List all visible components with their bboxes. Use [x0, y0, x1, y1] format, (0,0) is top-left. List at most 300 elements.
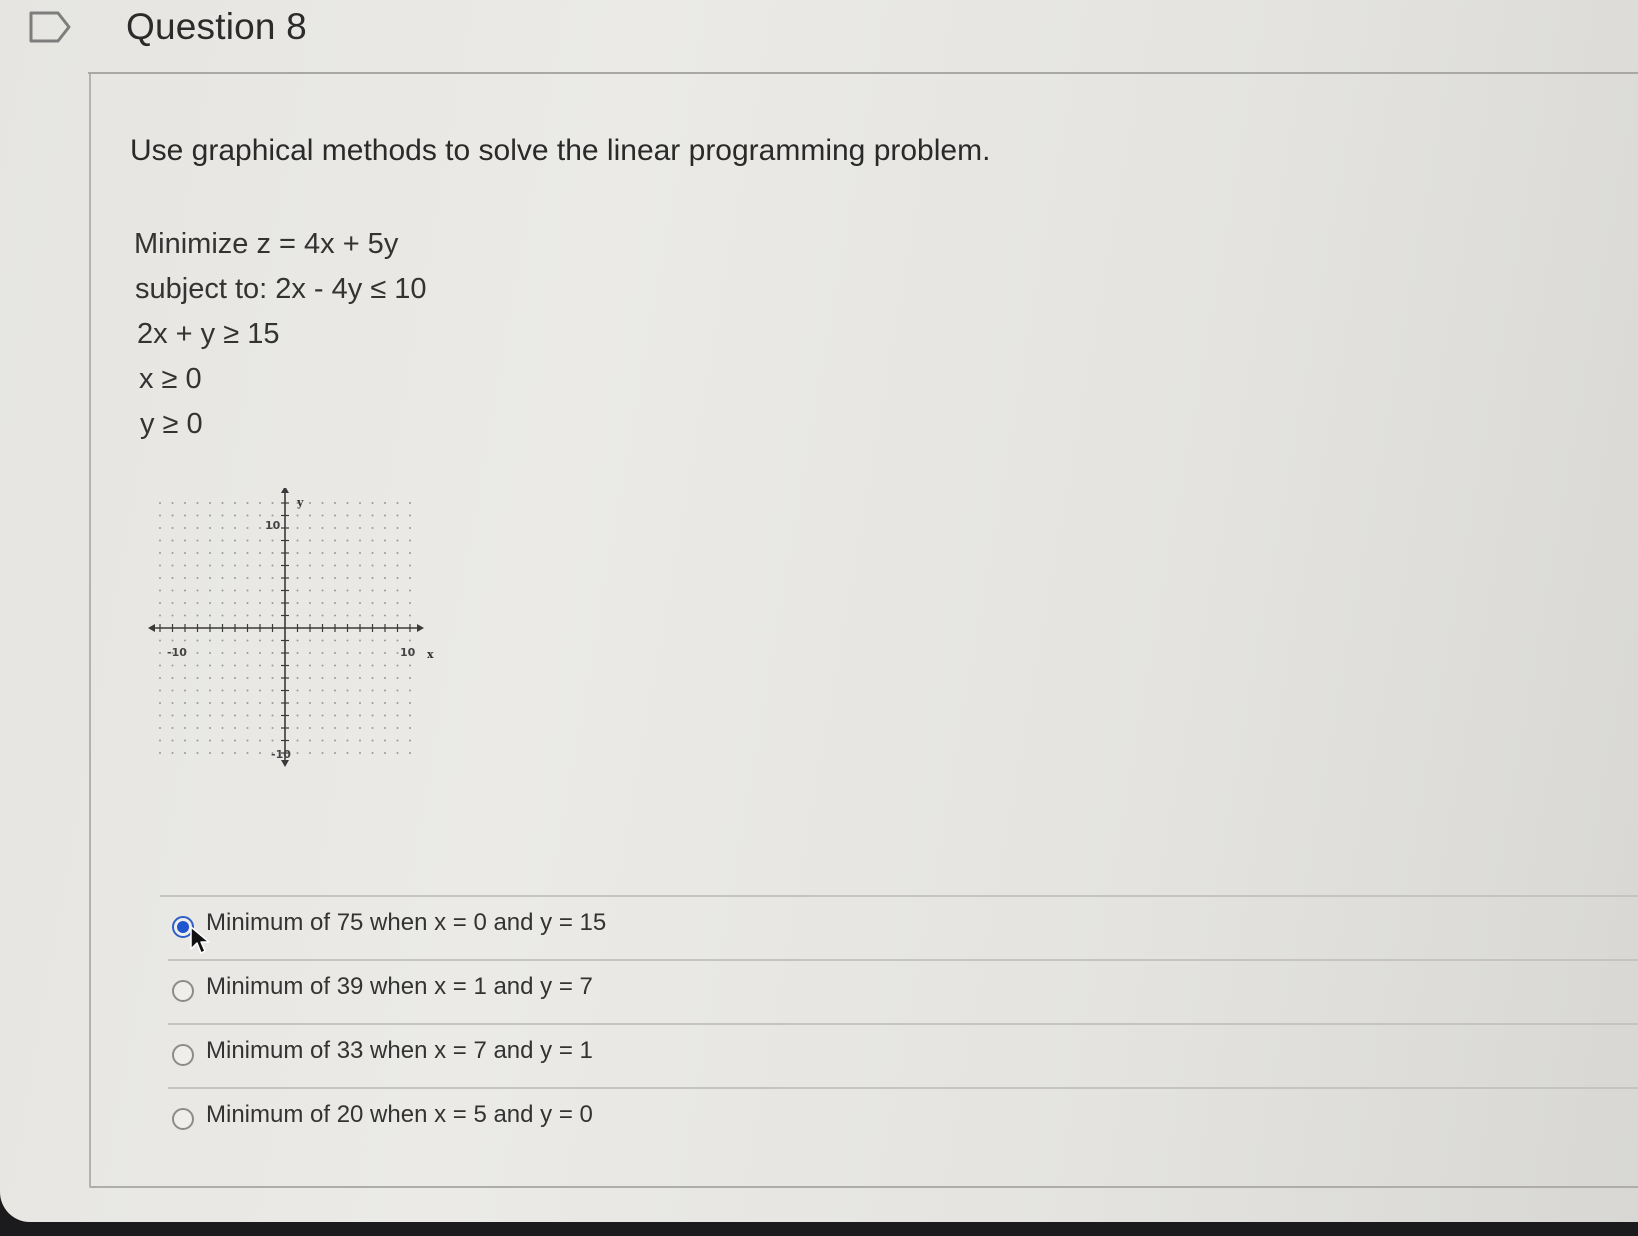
grid-dot [209, 640, 211, 642]
grid-dot [247, 702, 249, 704]
grid-dot [234, 540, 236, 542]
grid-dot [197, 702, 199, 704]
constraint-line: y ≥ 0 [140, 408, 203, 440]
grid-dot [372, 640, 374, 642]
grid-dot [222, 740, 224, 742]
grid-dot [272, 515, 274, 517]
grid-dot [322, 540, 324, 542]
graph-axes [148, 488, 424, 767]
grid-dot [397, 577, 399, 579]
grid-dot [322, 640, 324, 642]
grid-dot [259, 740, 261, 742]
grid-dot [159, 602, 161, 604]
grid-dot [259, 615, 261, 617]
grid-dot [309, 652, 311, 654]
grid-dot [197, 727, 199, 729]
grid-dot [309, 727, 311, 729]
grid-dot [159, 515, 161, 517]
grid-dot [309, 640, 311, 642]
grid-dot [259, 652, 261, 654]
grid-dot [222, 502, 224, 504]
grid-dot [397, 527, 399, 529]
grid-dot [397, 702, 399, 704]
grid-dot [297, 527, 299, 529]
y-axis-label: y [297, 496, 304, 509]
grid-dot [172, 715, 174, 717]
answer-option[interactable] [168, 961, 1638, 1025]
grid-dot [347, 565, 349, 567]
grid-dot [184, 565, 186, 567]
grid-dot [334, 690, 336, 692]
grid-dot [172, 665, 174, 667]
grid-dot [384, 615, 386, 617]
grid-dot [197, 590, 199, 592]
grid-dot [247, 552, 249, 554]
grid-dot [372, 540, 374, 542]
grid-dot [197, 602, 199, 604]
grid-dot [347, 590, 349, 592]
grid-dot [297, 540, 299, 542]
grid-dot [159, 502, 161, 504]
grid-dot [234, 590, 236, 592]
radio-button[interactable] [172, 980, 194, 1002]
grid-dot [184, 715, 186, 717]
grid-dot [397, 652, 399, 654]
grid-dot [184, 527, 186, 529]
grid-dot [159, 540, 161, 542]
grid-dot [322, 677, 324, 679]
grid-dot [347, 677, 349, 679]
grid-dot [259, 602, 261, 604]
grid-dot [159, 727, 161, 729]
grid-dot [159, 740, 161, 742]
grid-dot [372, 665, 374, 667]
radio-button[interactable] [172, 1108, 194, 1130]
grid-dot [197, 652, 199, 654]
grid-dot [209, 665, 211, 667]
grid-dot [197, 540, 199, 542]
grid-dot [222, 527, 224, 529]
grid-dot [259, 565, 261, 567]
grid-dot [197, 752, 199, 754]
grid-dot [272, 502, 274, 504]
grid-dot [334, 515, 336, 517]
grid-dot [409, 540, 411, 542]
grid-dot [209, 590, 211, 592]
grid-dot [259, 690, 261, 692]
grid-dot [259, 577, 261, 579]
grid-dot [172, 590, 174, 592]
grid-dot [347, 715, 349, 717]
grid-dot [184, 752, 186, 754]
grid-dot [234, 740, 236, 742]
grid-dot [297, 727, 299, 729]
grid-dot [347, 615, 349, 617]
grid-dot [234, 652, 236, 654]
grid-dot [397, 715, 399, 717]
grid-dot [234, 640, 236, 642]
grid-dot [259, 515, 261, 517]
grid-dot [322, 602, 324, 604]
grid-dot [159, 665, 161, 667]
grid-dot [222, 515, 224, 517]
grid-dot [384, 640, 386, 642]
grid-dot [297, 515, 299, 517]
grid-dot [397, 540, 399, 542]
grid-dot [384, 515, 386, 517]
grid-dot [334, 640, 336, 642]
grid-dot [384, 602, 386, 604]
grid-dot [409, 577, 411, 579]
grid-dot [334, 502, 336, 504]
grid-dot [222, 715, 224, 717]
grid-dot [247, 652, 249, 654]
grid-dot [384, 715, 386, 717]
grid-dot [234, 715, 236, 717]
y-axis-arrow [281, 488, 289, 493]
grid-dot [272, 577, 274, 579]
grid-dot [409, 677, 411, 679]
grid-dot [297, 677, 299, 679]
grid-dot [184, 577, 186, 579]
grid-dot [222, 565, 224, 567]
grid-dot [359, 665, 361, 667]
grid-dot [397, 740, 399, 742]
grid-dot [384, 690, 386, 692]
grid-dot [272, 640, 274, 642]
grid-dot [397, 515, 399, 517]
grid-dot [222, 577, 224, 579]
grid-dot [184, 515, 186, 517]
grid-dot [384, 552, 386, 554]
grid-dot [397, 727, 399, 729]
grid-dot [222, 665, 224, 667]
grid-dot [384, 590, 386, 592]
grid-dot [272, 665, 274, 667]
grid-dot [172, 690, 174, 692]
grid-dot [347, 577, 349, 579]
grid-dot [197, 515, 199, 517]
grid-dot [184, 552, 186, 554]
grid-dot [309, 702, 311, 704]
answer-label[interactable]: Minimum of 39 when x = 1 and y = 7 [206, 973, 593, 1000]
grid-dot [247, 565, 249, 567]
grid-dot [297, 565, 299, 567]
grid-dot [347, 702, 349, 704]
grid-dot [159, 690, 161, 692]
grid-dot [322, 527, 324, 529]
grid-dot [334, 665, 336, 667]
grid-dot [197, 502, 199, 504]
grid-dot [322, 565, 324, 567]
grid-dot [234, 752, 236, 754]
coordinate-grid-graph [145, 488, 445, 788]
grid-dot [409, 502, 411, 504]
grid-dot [334, 702, 336, 704]
grid-dot [234, 502, 236, 504]
grid-dot [247, 677, 249, 679]
grid-dot [247, 690, 249, 692]
grid-dot [197, 665, 199, 667]
grid-dot [309, 565, 311, 567]
grid-dot [334, 715, 336, 717]
grid-dot [359, 727, 361, 729]
grid-dot [347, 740, 349, 742]
grid-dot [259, 752, 261, 754]
grid-dot [397, 640, 399, 642]
grid-dot [309, 602, 311, 604]
grid-dot [259, 590, 261, 592]
grid-dot [334, 677, 336, 679]
grid-dot [184, 540, 186, 542]
grid-dot [397, 502, 399, 504]
grid-dot [297, 590, 299, 592]
x-tick-label: -10 [167, 646, 187, 659]
grid-dot [322, 552, 324, 554]
grid-dot [409, 640, 411, 642]
grid-dot [247, 527, 249, 529]
grid-dot [209, 527, 211, 529]
grid-dot [184, 740, 186, 742]
grid-dot [272, 552, 274, 554]
grid-dot [184, 602, 186, 604]
grid-dot [359, 590, 361, 592]
grid-dot [334, 602, 336, 604]
grid-dot [322, 590, 324, 592]
grid-dot [409, 602, 411, 604]
grid-dot [159, 552, 161, 554]
grid-dot [297, 690, 299, 692]
grid-dot [159, 615, 161, 617]
grid-dot [397, 665, 399, 667]
grid-dot [322, 502, 324, 504]
grid-dot [159, 702, 161, 704]
grid-dot [409, 702, 411, 704]
grid-dot [397, 565, 399, 567]
grid-dot [159, 527, 161, 529]
constraint-line: x ≥ 0 [139, 363, 202, 395]
grid-dot [272, 715, 274, 717]
grid-dot [197, 677, 199, 679]
grid-dot [397, 590, 399, 592]
grid-dot [159, 577, 161, 579]
grid-dot [359, 702, 361, 704]
flag-icon[interactable] [28, 10, 72, 44]
grid-dot [209, 740, 211, 742]
grid-dot [197, 552, 199, 554]
grid-dot [209, 565, 211, 567]
grid-dot [334, 577, 336, 579]
grid-dot [159, 640, 161, 642]
grid-dot [247, 577, 249, 579]
grid-dot [384, 727, 386, 729]
grid-dot [384, 740, 386, 742]
grid-dot [322, 690, 324, 692]
grid-dot [359, 540, 361, 542]
answer-option[interactable] [168, 1025, 1638, 1089]
grid-dot [209, 602, 211, 604]
grid-dot [222, 615, 224, 617]
grid-dot [297, 552, 299, 554]
grid-dot [372, 502, 374, 504]
grid-dot [397, 615, 399, 617]
grid-dot [247, 590, 249, 592]
grid-dot [372, 740, 374, 742]
grid-dot [259, 702, 261, 704]
constraint-line: subject to: 2x - 4y ≤ 10 [135, 273, 427, 305]
answer-label[interactable]: Minimum of 33 when x = 7 and y = 1 [206, 1037, 593, 1064]
grid-dot [359, 677, 361, 679]
grid-dot [372, 727, 374, 729]
grid-dot [384, 677, 386, 679]
grid-dot [209, 690, 211, 692]
grid-dot [347, 552, 349, 554]
grid-dot [272, 727, 274, 729]
grid-dot [234, 527, 236, 529]
grid-dot [322, 702, 324, 704]
grid-dot [234, 702, 236, 704]
grid-dot [397, 602, 399, 604]
grid-dot [309, 540, 311, 542]
grid-dot [334, 552, 336, 554]
grid-dot [272, 602, 274, 604]
grid-dot [384, 565, 386, 567]
grid-dot [247, 715, 249, 717]
grid-dot [272, 690, 274, 692]
grid-dot [222, 702, 224, 704]
grid-dot [397, 552, 399, 554]
grid-dot [359, 715, 361, 717]
x-axis-arrow [148, 624, 155, 632]
grid-dot [184, 677, 186, 679]
grid-dot [209, 540, 211, 542]
grid-dot [347, 640, 349, 642]
grid-dot [322, 740, 324, 742]
grid-dot [334, 740, 336, 742]
grid-dot [322, 515, 324, 517]
grid-dot [297, 602, 299, 604]
grid-dot [384, 502, 386, 504]
grid-dot [172, 727, 174, 729]
grid-dot [297, 702, 299, 704]
grid-dot [247, 540, 249, 542]
grid-dot [172, 552, 174, 554]
grid-dot [372, 577, 374, 579]
grid-dot [234, 690, 236, 692]
objective-line: Minimize z = 4x + 5y [134, 228, 399, 260]
grid-dot [359, 690, 361, 692]
grid-dot [259, 552, 261, 554]
grid-dot [409, 615, 411, 617]
grid-dot [322, 752, 324, 754]
grid-dot [222, 752, 224, 754]
answer-option[interactable] [168, 897, 1638, 961]
grid-dot [184, 665, 186, 667]
grid-dot [184, 702, 186, 704]
grid-dot [222, 677, 224, 679]
grid-dot [347, 752, 349, 754]
grid-dot [384, 702, 386, 704]
grid-dot [409, 715, 411, 717]
grid-dot [384, 540, 386, 542]
grid-dot [347, 527, 349, 529]
grid-dot [297, 615, 299, 617]
grid-dot [359, 515, 361, 517]
grid-dot [334, 527, 336, 529]
grid-dot [347, 652, 349, 654]
grid-dot [309, 677, 311, 679]
answer-label[interactable]: Minimum of 75 when x = 0 and y = 15 [206, 909, 607, 936]
grid-dot [172, 640, 174, 642]
grid-dot [322, 665, 324, 667]
grid-dot [172, 752, 174, 754]
x-axis-arrow [417, 624, 424, 632]
grid-dot [222, 640, 224, 642]
grid-dot [372, 602, 374, 604]
grid-dot [334, 540, 336, 542]
grid-dot [309, 590, 311, 592]
grid-dot [372, 652, 374, 654]
grid-dot [259, 727, 261, 729]
grid-dot [334, 615, 336, 617]
grid-dot [247, 515, 249, 517]
grid-dot [172, 677, 174, 679]
constraint-line: 2x + y ≥ 15 [137, 318, 280, 350]
question-prompt: Use graphical methods to solve the linear programming problem. [130, 134, 991, 167]
grid-dot [184, 502, 186, 504]
grid-dot [172, 502, 174, 504]
grid-dot [309, 690, 311, 692]
grid-dot [297, 577, 299, 579]
grid-dot [259, 540, 261, 542]
radio-button[interactable] [172, 1044, 194, 1066]
grid-dot [372, 527, 374, 529]
answer-option[interactable] [168, 1089, 1638, 1153]
grid-dot [372, 590, 374, 592]
x-axis-label: x [427, 648, 434, 661]
grid-dot [309, 577, 311, 579]
answer-label[interactable]: Minimum of 20 when x = 5 and y = 0 [206, 1101, 593, 1128]
grid-dot [234, 677, 236, 679]
grid-dot [347, 540, 349, 542]
grid-dot [159, 677, 161, 679]
grid-dot [209, 677, 211, 679]
grid-dot [334, 752, 336, 754]
grid-dot [172, 540, 174, 542]
grid-dot [222, 602, 224, 604]
grid-dot [397, 677, 399, 679]
grid-dot [409, 552, 411, 554]
grid-dot [409, 590, 411, 592]
grid-dot [297, 715, 299, 717]
grid-dot [247, 615, 249, 617]
grid-dot [347, 727, 349, 729]
grid-dot [322, 577, 324, 579]
grid-dot [359, 502, 361, 504]
grid-dot [222, 590, 224, 592]
grid-dot [234, 615, 236, 617]
grid-dot [259, 715, 261, 717]
grid-dot [159, 715, 161, 717]
grid-dot [359, 740, 361, 742]
y-tick-label: 10 [265, 519, 281, 532]
grid-dot [409, 665, 411, 667]
grid-dot [172, 515, 174, 517]
grid-dot [184, 615, 186, 617]
grid-dot [259, 527, 261, 529]
grid-dot [197, 577, 199, 579]
grid-dot [209, 652, 211, 654]
